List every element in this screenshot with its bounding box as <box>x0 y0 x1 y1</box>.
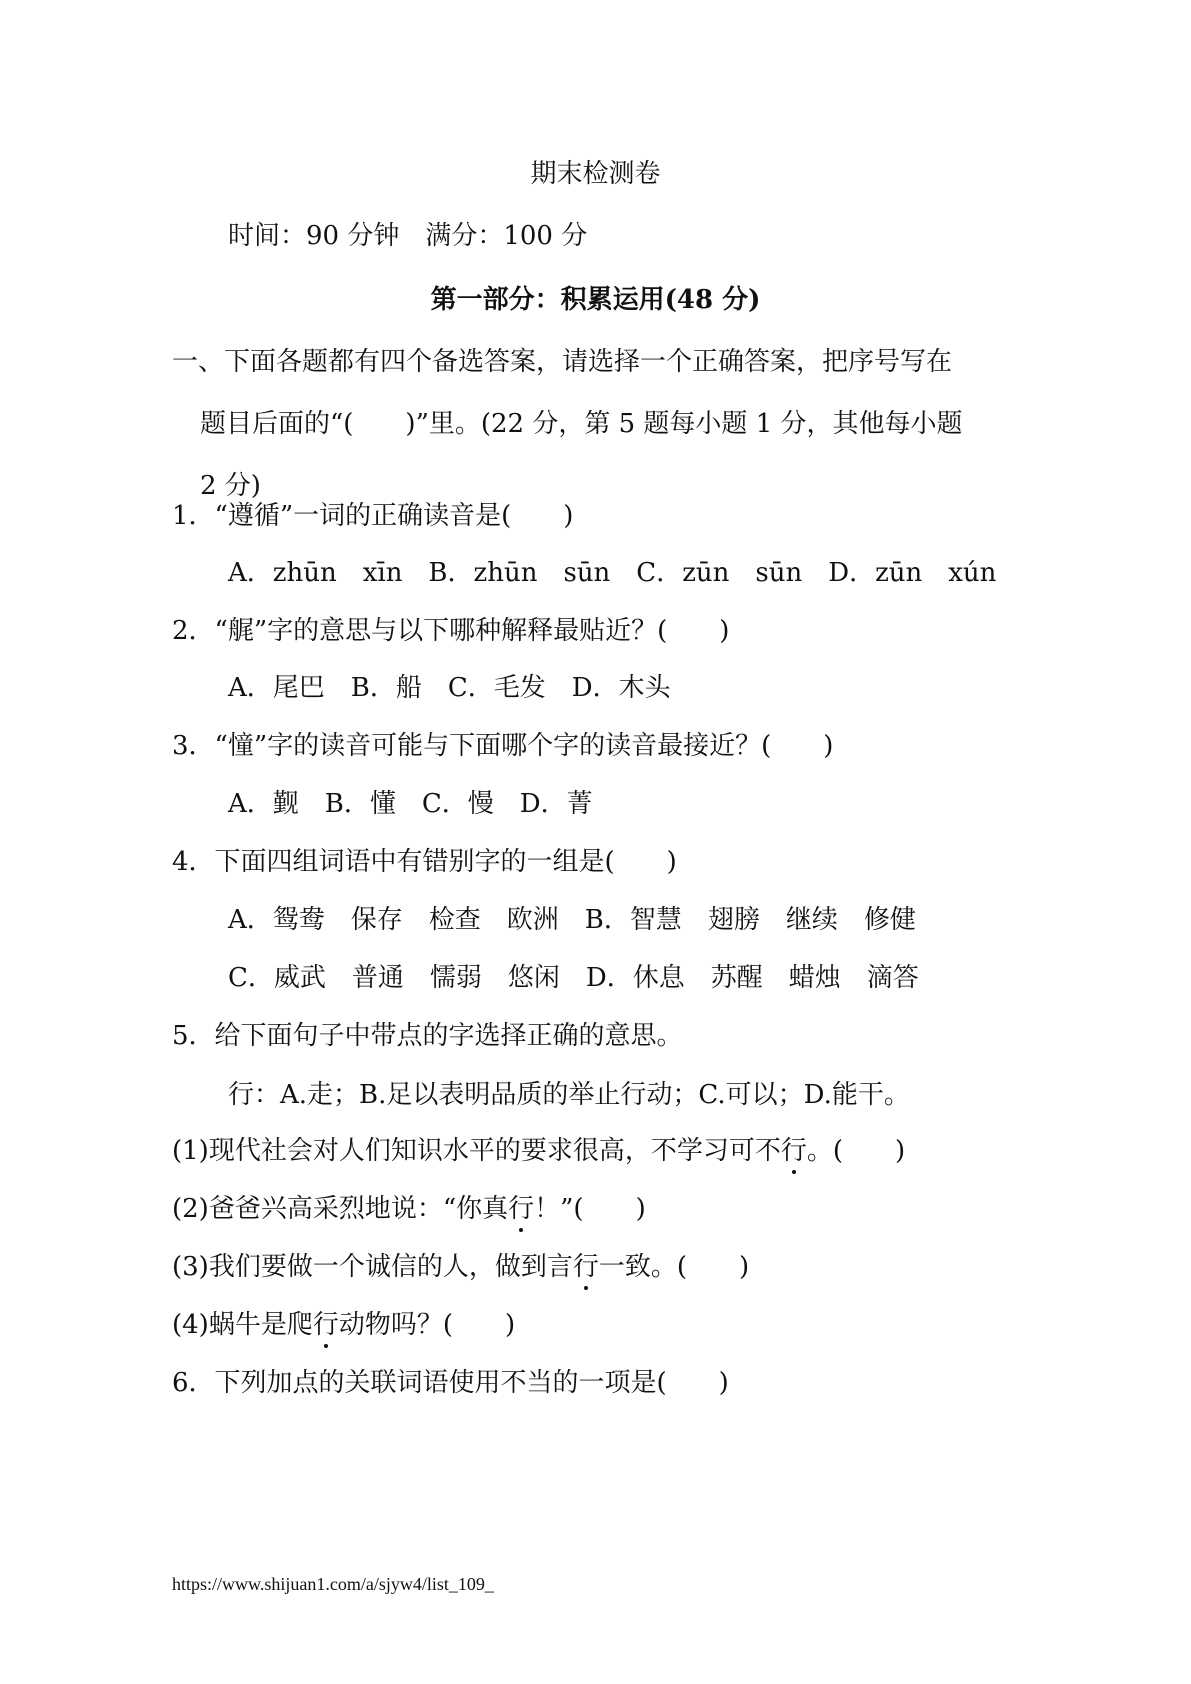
dotted-character: 行 <box>572 1252 599 1282</box>
instruction-line-2: 题目后面的“( )”里。(22 分，第 5 题每小题 1 分，其他每小题 <box>200 409 963 439</box>
sentence-text: 。( ) <box>806 1136 906 1166</box>
question-1: 1．“遵循”一词的正确读音是( ) <box>172 501 574 531</box>
footer-url: https://www.shijuan1.com/a/sjyw4/list_109_ <box>172 1574 494 1594</box>
question-5-sentence-2 <box>172 1192 646 1226</box>
sentence-text: (4)蜗牛是爬 <box>172 1310 313 1340</box>
question-3: 3．“憧”字的读音可能与下面哪个字的读音最接近？( ) <box>172 731 834 761</box>
question-5: 5．给下面句子中带点的字选择正确的意思。 <box>172 1021 683 1051</box>
question-2-options: A．尾巴 B．船 C．毛发 D．木头 <box>228 673 671 703</box>
question-2: 2．“艉”字的意思与以下哪种解释最贴近？( ) <box>172 616 730 646</box>
dotted-character: 行 <box>508 1194 535 1224</box>
question-4-options-row-1: A．鸳鸯 保存 检查 欧洲 B．智慧 翅膀 继续 修健 <box>228 905 916 935</box>
question-5-sentence-3 <box>172 1250 749 1284</box>
sentence-text: 动物吗？( ) <box>338 1310 516 1340</box>
exam-meta: 时间：90 分钟 满分：100 分 <box>228 221 588 251</box>
sentence-text: (2)爸爸兴高采烈地说：“你真 <box>172 1194 509 1224</box>
question-3-options: A．觐 B．懂 C．慢 D．菁 <box>228 789 593 819</box>
question-5-meanings: 行：A.走；B.足以表明品质的举止行动；C.可以；D.能干。 <box>228 1080 910 1110</box>
question-5-sentence-1 <box>172 1134 905 1168</box>
dotted-character: 行 <box>780 1136 807 1166</box>
sentence-text: (1)现代社会对人们知识水平的要求很高，不学习可不 <box>172 1136 781 1166</box>
question-4-options-row-2: C．威武 普通 懦弱 悠闲 D．休息 苏醒 蜡烛 滴答 <box>228 963 919 993</box>
sentence-text: 一致。( ) <box>598 1252 750 1282</box>
question-1-options: A．zhūn xīn B．zhūn sūn C．zūn sūn D．zūn xún <box>228 558 997 588</box>
sentence-text: ！”( ) <box>534 1194 646 1224</box>
dotted-character: 行 <box>312 1310 339 1340</box>
instruction-line-3: 2 分) <box>200 471 261 501</box>
question-6: 6．下列加点的关联词语使用不当的一项是( ) <box>172 1368 729 1398</box>
part-heading: 第一部分：积累运用(48 分) <box>430 285 761 315</box>
question-4: 4．下面四组词语中有错别字的一组是( ) <box>172 847 677 877</box>
instruction-line-1: 一、下面各题都有四个备选答案，请选择一个正确答案，把序号写在 <box>172 347 953 377</box>
sentence-text: (3)我们要做一个诚信的人，做到言 <box>172 1252 573 1282</box>
question-5-sentence-4 <box>172 1308 515 1342</box>
page-title: 期末检测卷 <box>530 159 661 189</box>
